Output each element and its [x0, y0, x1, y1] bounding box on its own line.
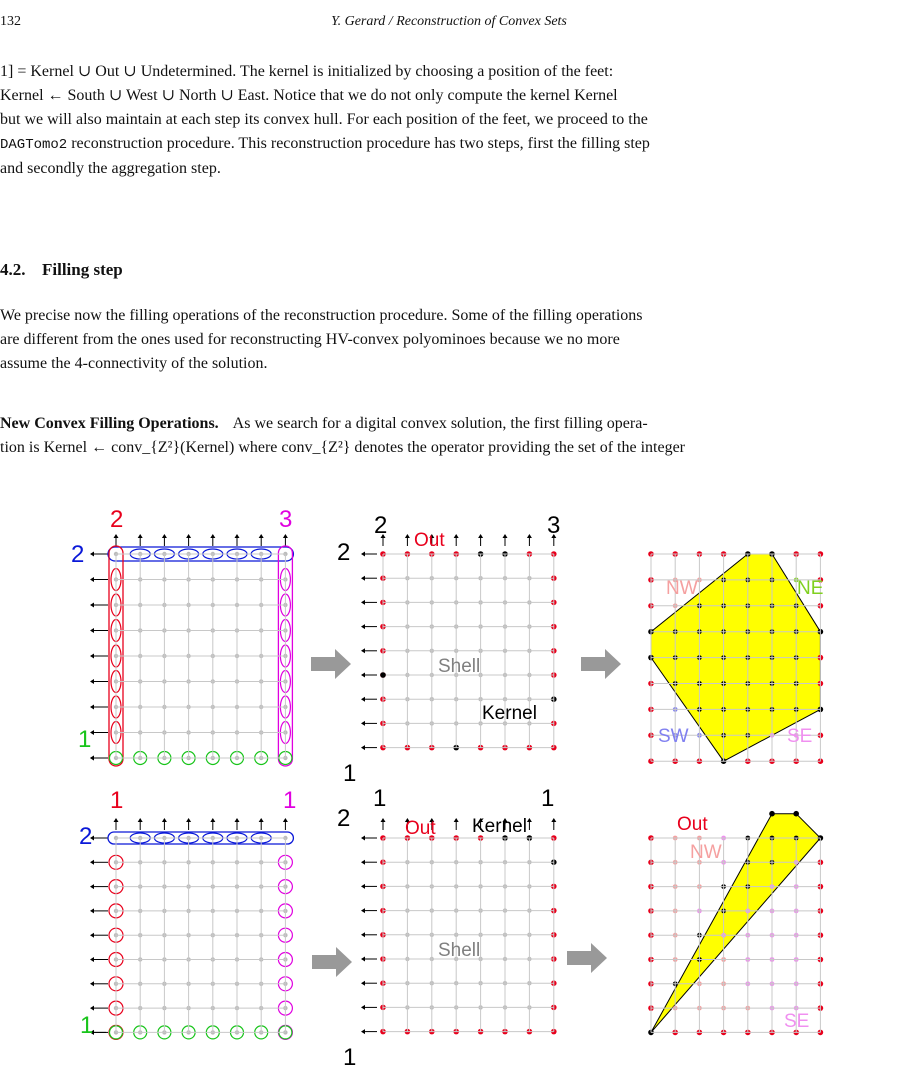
- text-line: and secondly the aggregation step.: [0, 160, 221, 177]
- bl-side-label: 2: [79, 823, 93, 850]
- arrow-head: [90, 860, 94, 865]
- grid-point: [769, 811, 775, 817]
- arrow-head: [235, 534, 240, 538]
- arrow-head: [186, 534, 191, 538]
- arrow-head: [551, 818, 556, 822]
- text-line: but we will also maintain at each step its convex hull. For each position of the feet, we proceed to the: [0, 111, 648, 128]
- bm-kernel-label: Kernel: [472, 816, 527, 837]
- tl-side-label: 2: [71, 541, 85, 568]
- arrow-head: [478, 534, 483, 538]
- tm-out-label: Out: [414, 530, 445, 551]
- arrow-head: [527, 818, 532, 822]
- arrow-head: [90, 908, 94, 913]
- convex-hull: [651, 814, 820, 1033]
- arrow-head: [361, 552, 365, 557]
- arrow-head: [162, 818, 167, 822]
- arrow-head: [259, 818, 264, 822]
- code-dagtomo2: DAGTomo2: [0, 137, 68, 153]
- arrow-head: [90, 628, 94, 633]
- tr-se-label: SE: [787, 726, 813, 747]
- section-title: Filling step: [42, 260, 123, 279]
- grid-point: [380, 672, 386, 678]
- bm-bottom-label: 1: [343, 1044, 357, 1071]
- tm-kernel-label: Kernel: [482, 703, 537, 724]
- arrow-head: [283, 818, 288, 822]
- panel-bottom-middle: [361, 818, 557, 1034]
- arrow-head: [381, 818, 386, 822]
- br-out-label: Out: [677, 814, 708, 835]
- arrow-head: [361, 648, 365, 653]
- text-span: reconstruction procedure. This reconstruction procedure has two steps, first the filling step: [67, 135, 650, 152]
- arrow-head: [114, 534, 119, 538]
- arrow-head: [361, 1005, 365, 1010]
- br-nw-label: NW: [690, 842, 722, 863]
- tm-top-label-right: 3: [547, 512, 561, 539]
- arrow-head: [361, 957, 365, 962]
- transition-arrow-1: [311, 649, 351, 679]
- panel-top-left: [90, 534, 293, 766]
- arrow-head: [138, 818, 143, 822]
- arrow-head: [259, 534, 264, 538]
- arrow-head: [361, 981, 365, 986]
- arrow-head: [90, 884, 94, 889]
- arrow-head: [405, 534, 410, 538]
- arrow-head: [361, 908, 365, 913]
- arrow-head: [114, 818, 119, 822]
- arrow-head: [210, 534, 215, 538]
- text-span: As we search for a digital convex solution, the first filling opera-: [232, 415, 648, 432]
- tr-nw-label: NW: [666, 578, 698, 599]
- bl-top-label-left: 1: [110, 787, 124, 814]
- tm-shell-label: Shell: [438, 656, 481, 677]
- arrow-head: [361, 836, 365, 841]
- arrow-head: [361, 697, 365, 702]
- tm-side-label: 2: [337, 539, 351, 566]
- bl-top-label-right: 1: [283, 787, 297, 814]
- arrow-head: [361, 673, 365, 678]
- panel-bottom-middle-grid: [383, 838, 554, 1032]
- tl-top-label-left: 2: [110, 506, 124, 533]
- arrow-head: [454, 534, 459, 538]
- bm-top-label-right: 1: [541, 785, 555, 812]
- bm-shell-label: Shell: [438, 940, 481, 961]
- bl-bottom-label: 1: [80, 1012, 94, 1039]
- tm-top-label-left: 2: [374, 512, 388, 539]
- arrow-head: [361, 884, 365, 889]
- text-line: 1] = Kernel ∪ Out ∪ Undetermined. The kernel is initialized by choosing a position of the feet:: [0, 63, 614, 80]
- panel-bottom-left-grid: [116, 838, 285, 1032]
- runin-heading: New Convex Filling Operations.: [0, 415, 219, 432]
- arrow-head: [90, 933, 94, 938]
- page-number: 132: [0, 14, 21, 29]
- arrow-head: [162, 534, 167, 538]
- transition-arrow-3: [312, 947, 352, 977]
- arrow-head: [210, 818, 215, 822]
- arrow-head: [361, 600, 365, 605]
- arrow-head: [90, 603, 94, 608]
- arrow-head: [90, 552, 94, 557]
- tr-ne-label: NE: [797, 578, 824, 599]
- arrow-head: [454, 818, 459, 822]
- arrow-head: [90, 654, 94, 659]
- arrow-head: [90, 756, 94, 761]
- bm-side-label: 2: [337, 805, 351, 832]
- arrow-head: [90, 577, 94, 582]
- arrow-head: [186, 818, 191, 822]
- text-line: We precise now the filling operations of the reconstruction procedure. Some of the filling operations: [0, 307, 643, 324]
- arrow-head: [235, 818, 240, 822]
- arrow-head: [361, 932, 365, 937]
- arrow-head: [503, 534, 508, 538]
- arrow-head: [138, 534, 143, 538]
- arrow-head: [90, 705, 94, 710]
- panel-bottom-right: [648, 811, 823, 1035]
- bm-out-label: Out: [405, 818, 436, 839]
- panel-bottom-left: [90, 818, 293, 1039]
- arrow-head: [361, 624, 365, 629]
- running-title: Y. Gerard / Reconstruction of Convex Sets: [331, 14, 567, 29]
- arrow-head: [361, 860, 365, 865]
- bm-top-label-left: 1: [373, 785, 387, 812]
- arrow-head: [90, 981, 94, 986]
- transition-arrow-2: [581, 649, 621, 679]
- arrow-head: [90, 1006, 94, 1011]
- tl-top-label-right: 3: [279, 506, 293, 533]
- tr-sw-label: SW: [658, 726, 689, 747]
- arrow-head: [527, 534, 532, 538]
- tl-bottom-label: 1: [78, 726, 92, 753]
- transition-arrow-4: [567, 943, 607, 973]
- tm-bottom-label: 1: [343, 760, 357, 787]
- arrow-head: [90, 957, 94, 962]
- text-line: Kernel ← South ∪ West ∪ North ∪ East. Notice that we do not only compute the kernel Kernel: [0, 87, 618, 104]
- arrow-head: [361, 721, 365, 726]
- grid-point: [793, 811, 799, 817]
- text-line: assume the 4-connectivity of the solution.: [0, 355, 268, 372]
- arrow-head: [90, 679, 94, 684]
- panel-top-left-grid: [116, 554, 285, 758]
- figure-panels: [90, 534, 823, 1039]
- text-line: tion is Kernel ← conv_{Z²}(Kernel) where conv_{Z²} denotes the operator providing the set of the integer: [0, 439, 685, 456]
- arrow-head: [361, 745, 365, 750]
- arrow-head: [283, 534, 288, 538]
- text-line: are different from the ones used for reconstructing HV-convex polyominoes because we no more: [0, 331, 620, 348]
- br-se-label: SE: [784, 1011, 810, 1032]
- section-number: 4.2.: [0, 260, 26, 279]
- arrow-head: [361, 1029, 365, 1034]
- arrow-head: [361, 576, 365, 581]
